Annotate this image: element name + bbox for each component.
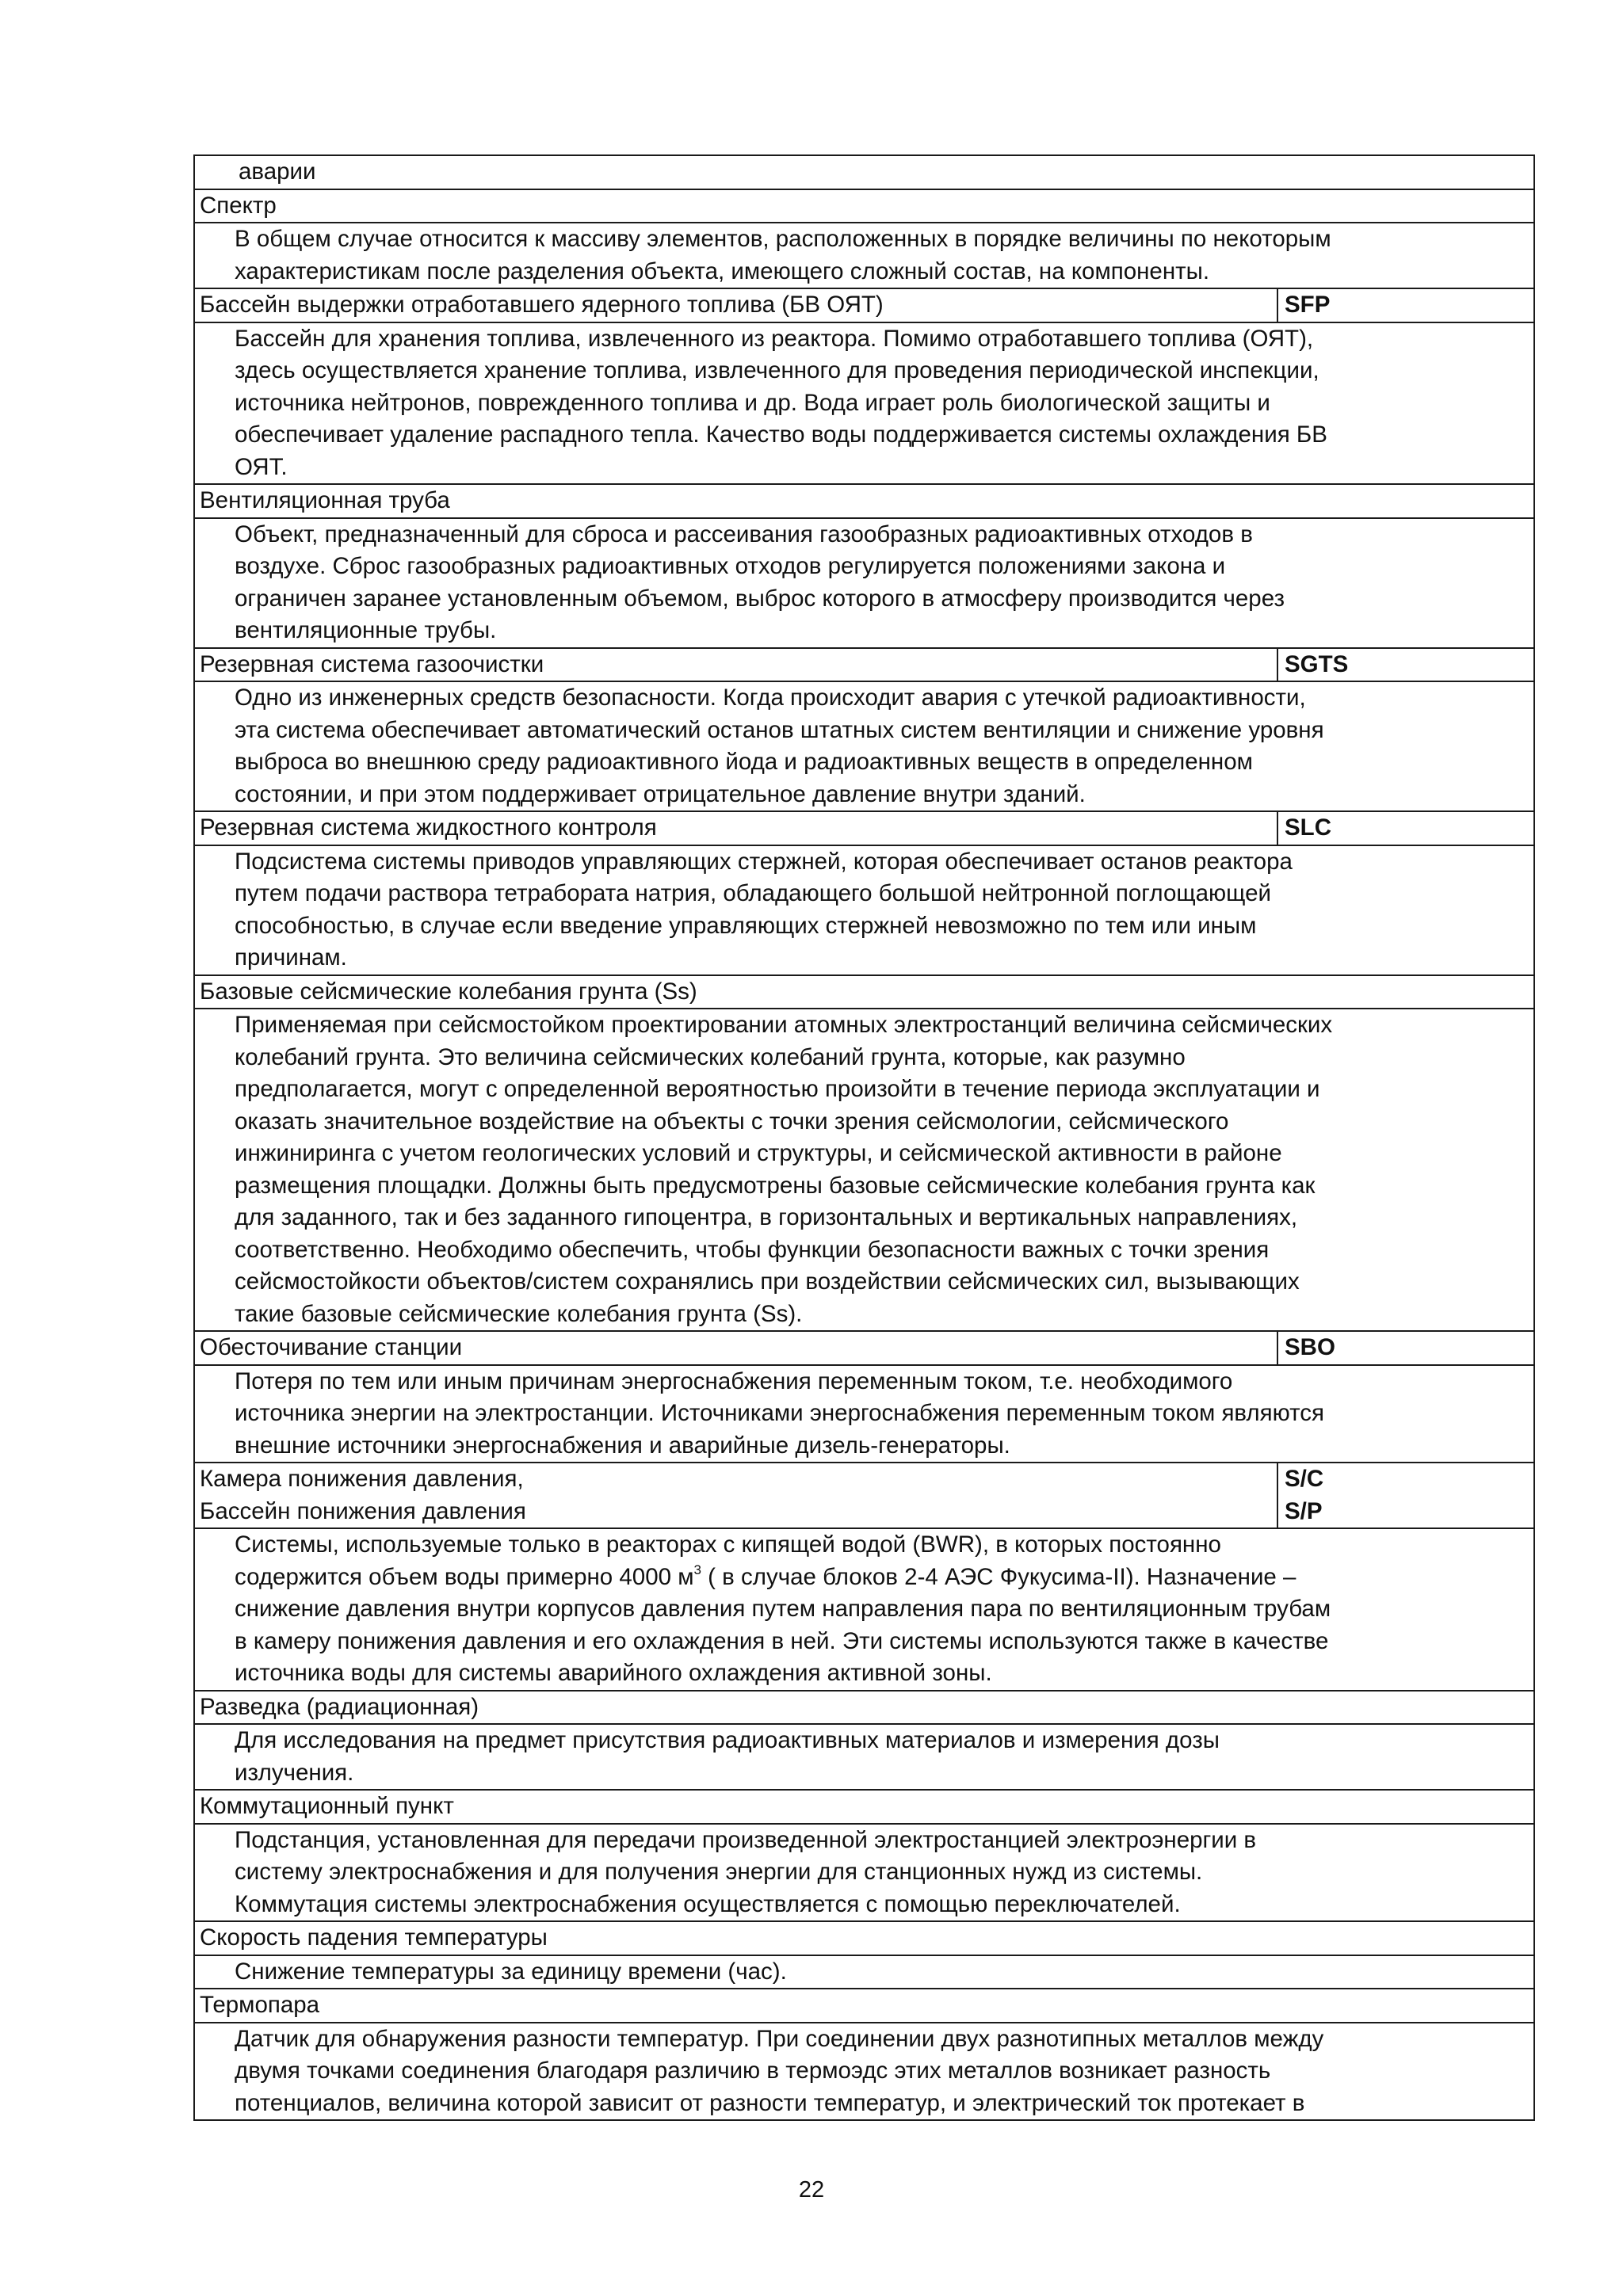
definition-cell (194, 322, 1534, 485)
abbreviation-cell: SLC (1277, 811, 1534, 845)
superscript: 3 (693, 1562, 701, 1577)
definition-row (194, 1824, 1534, 1922)
definition-line: в камеру понижения давления и его охлаждения в ней. Эти системы используются также в качестве (235, 1627, 1329, 1654)
definition-line: путем подачи раствора тетрабората натрия, обладающего большой нейтронной поглощающей (235, 880, 1271, 906)
abbreviation-cell (1277, 1463, 1534, 1528)
term-row (194, 288, 1534, 322)
definition-line: источника нейтронов, поврежденного топлива и др. Вода играет роль биологической защиты и (235, 389, 1270, 416)
definition-line: Для исследования на предмет присутствия радиоактивных материалов и измерения дозы (235, 1727, 1220, 1753)
term-cell: Термопара (194, 1989, 1534, 2023)
definition-line: эта система обеспечивает автоматический останов штатных систем вентиляции и снижение уровня (235, 716, 1324, 743)
term-row (194, 648, 1534, 682)
definition-line: сейсмостойкости объектов/систем сохранялись при воздействии сейсмических сил, вызывающих (235, 1268, 1300, 1295)
definition-line: здесь осуществляется хранение топлива, извлеченного для проведения периодической инспекции, (235, 357, 1319, 383)
definition-line: для заданного, так и без заданного гипоцентра, в горизонтальных и вертикальных направлениях, (235, 1204, 1298, 1230)
term-cell: Резервная система газоочистки (194, 648, 1277, 682)
term-row (194, 1463, 1534, 1528)
definition-line: источника воды для системы аварийного охлаждения активной зоны. (235, 1660, 992, 1686)
term-row (194, 1921, 1534, 1955)
page-number: 22 (798, 2177, 825, 2203)
definition-text: ( в случае блоков 2-4 АЭС Фукусима-II). Назначение – (701, 1563, 1296, 1590)
term-row (194, 1331, 1534, 1365)
term-line: Бассейн понижения давления (200, 1497, 526, 1524)
definition-line: излучения. (235, 1759, 354, 1786)
term-cell: Скорость падения температуры (194, 1921, 1534, 1955)
definition-line: Снижение температуры за единицу времени (час). (235, 1958, 787, 1985)
term-row (194, 1989, 1534, 2023)
definition-line: состоянии, и при этом поддерживает отрицательное давление внутри зданий. (235, 780, 1086, 807)
definition-cell (194, 1824, 1534, 1922)
definition-line: характеристикам после разделения объекта, имеющего сложный состав, на компоненты. (235, 257, 1210, 284)
definition-line: внешние источники энергоснабжения и аварийные дизель-генераторы. (235, 1432, 1010, 1459)
definition-line: потенциалов, величина которой зависит от разности температур, и электрический ток протекает в (235, 2089, 1305, 2116)
definition-line: Одно из инженерных средств безопасности. Когда происходит авария с утечкой радиоактивности, (235, 685, 1306, 711)
definition-text: содержится объем воды примерно 4000 м (235, 1563, 694, 1590)
definition-row (194, 1009, 1534, 1331)
definition-row (194, 518, 1534, 648)
definition-line: источника энергии на электростанции. Источниками энергоснабжения переменным током являются (235, 1400, 1324, 1426)
definition-line: Применяемая при сейсмостойком проектировании атомных электростанций величина сейсмических (235, 1012, 1333, 1038)
definition-cell (194, 1365, 1534, 1463)
definition-cell (194, 1009, 1534, 1331)
term-row (194, 484, 1534, 518)
definition-cell (194, 1528, 1534, 1691)
definition-row (194, 155, 1534, 189)
term-cell: Обесточивание станции (194, 1331, 1277, 1365)
term-line: Камера понижения давления, (200, 1466, 524, 1492)
term-cell: Разведка (радиационная) (194, 1691, 1534, 1725)
term-cell: Вентиляционная труба (194, 484, 1534, 518)
definition-row (194, 1724, 1534, 1790)
term-row (194, 1790, 1534, 1824)
definition-line: вентиляционные трубы. (235, 617, 497, 643)
definition-line: оказать значительное воздействие на объекты с точки зрения сейсмологии, сейсмического (235, 1108, 1229, 1135)
term-cell: Резервная система жидкостного контроля (194, 811, 1277, 845)
definition-cell (194, 223, 1534, 288)
definition-line: Объект, предназначенный для сброса и рассеивания газообразных радиоактивных отходов в (235, 521, 1253, 547)
definition-line: Подстанция, установленная для передачи произведенной электростанцией электроэнергии в (235, 1826, 1257, 1853)
definition-cell (194, 681, 1534, 811)
definition-line: выброса во внешнюю среду радиоактивного йода и радиоактивных веществ в определенном (235, 749, 1253, 775)
definition-line: воздухе. Сброс газообразных радиоактивных отходов регулируется положениями закона и (235, 553, 1226, 579)
definition-line: такие базовые сейсмические колебания грунта (Ss). (235, 1300, 803, 1327)
glossary-table (193, 154, 1535, 2121)
abbreviation-line: S/C (1285, 1466, 1324, 1492)
term-cell: Базовые сейсмические колебания грунта (Ss) (194, 975, 1534, 1009)
definition-cell (194, 1955, 1534, 1989)
definition-row (194, 1365, 1534, 1463)
definition-line: инжиниринга с учетом геологических условий и структуры, и сейсмической активности в районе (235, 1140, 1282, 1166)
definition-cell (194, 2023, 1534, 2121)
definition-line: двумя точками соединения благодаря различию в термоэдс этих металлов возникает разность (235, 2058, 1271, 2084)
definition-line: ограничен заранее установленным объемом, выброс которого в атмосферу производится через (235, 585, 1285, 612)
definition-cell (194, 845, 1534, 975)
definition-line: Подсистема системы приводов управляющих стержней, которая обеспечивает останов реактора (235, 848, 1293, 875)
definition-row (194, 322, 1534, 485)
definition-row (194, 845, 1534, 975)
definition-line: аварии (239, 158, 316, 185)
definition-row (194, 681, 1534, 811)
term-row (194, 811, 1534, 845)
term-cell (194, 1463, 1277, 1528)
definition-line: В общем случае относится к массиву элементов, расположенных в порядке величины по некоторым (235, 226, 1331, 252)
definition-line: Потеря по тем или иным причинам энергоснабжения переменным током, т.е. необходимого (235, 1367, 1233, 1394)
definition-line: Коммутация системы электроснабжения осуществляется с помощью переключателей. (235, 1890, 1181, 1917)
term-row (194, 1691, 1534, 1725)
definition-line: соответственно. Необходимо обеспечить, чтобы функции безопасности важных с точки зрения (235, 1236, 1270, 1263)
definition-row (194, 223, 1534, 288)
term-cell: Спектр (194, 189, 1534, 223)
term-cell: Коммутационный пункт (194, 1790, 1534, 1824)
definition-line: размещения площадки. Должны быть предусмотрены базовые сейсмические колебания грунта как (235, 1172, 1316, 1199)
definition-cell (194, 518, 1534, 648)
definition-row (194, 2023, 1534, 2121)
term-row (194, 189, 1534, 223)
definition-line: способностью, в случае если введение управляющих стержней невозможно по тем или иным (235, 912, 1257, 939)
definition-line: причинам. (235, 944, 347, 971)
abbreviation-cell: SGTS (1277, 648, 1534, 682)
definition-row (194, 1528, 1534, 1691)
abbreviation-line: S/P (1285, 1497, 1323, 1524)
definition-line: снижение давления внутри корпусов давления путем направления пара по вентиляционным трубам (235, 1596, 1331, 1622)
definition-cell (194, 155, 1534, 189)
term-cell: Бассейн выдержки отработавшего ядерного топлива (БВ ОЯТ) (194, 288, 1277, 322)
definition-line: систему электроснабжения и для получения энергии для станционных нужд из системы. (235, 1859, 1203, 1885)
abbreviation-cell: SFP (1277, 288, 1534, 322)
definition-line (235, 1562, 1529, 1594)
abbreviation-cell: SBO (1277, 1331, 1534, 1365)
term-row (194, 975, 1534, 1009)
definition-line: обеспечивает удаление распадного тепла. Качество воды поддерживается системы охлаждения БВ (235, 421, 1327, 448)
definition-cell (194, 1724, 1534, 1790)
definition-line: Датчик для обнаружения разности температур. При соединении двух разнотипных металлов между (235, 2025, 1324, 2052)
definition-line: Бассейн для хранения топлива, извлеченного из реактора. Помимо отработавшего топлива (ОЯТ), (235, 325, 1314, 352)
definition-line: предполагается, могут с определенной вероятностью произойти в течение периода эксплуатации и (235, 1076, 1320, 1102)
definition-line: Системы, используемые только в реакторах с кипящей водой (BWR), в которых постоянно (235, 1531, 1221, 1558)
definition-row (194, 1955, 1534, 1989)
definition-line: ОЯТ. (235, 453, 288, 480)
definition-line: колебаний грунта. Это величина сейсмических колебаний грунта, которые, как разумно (235, 1043, 1186, 1070)
